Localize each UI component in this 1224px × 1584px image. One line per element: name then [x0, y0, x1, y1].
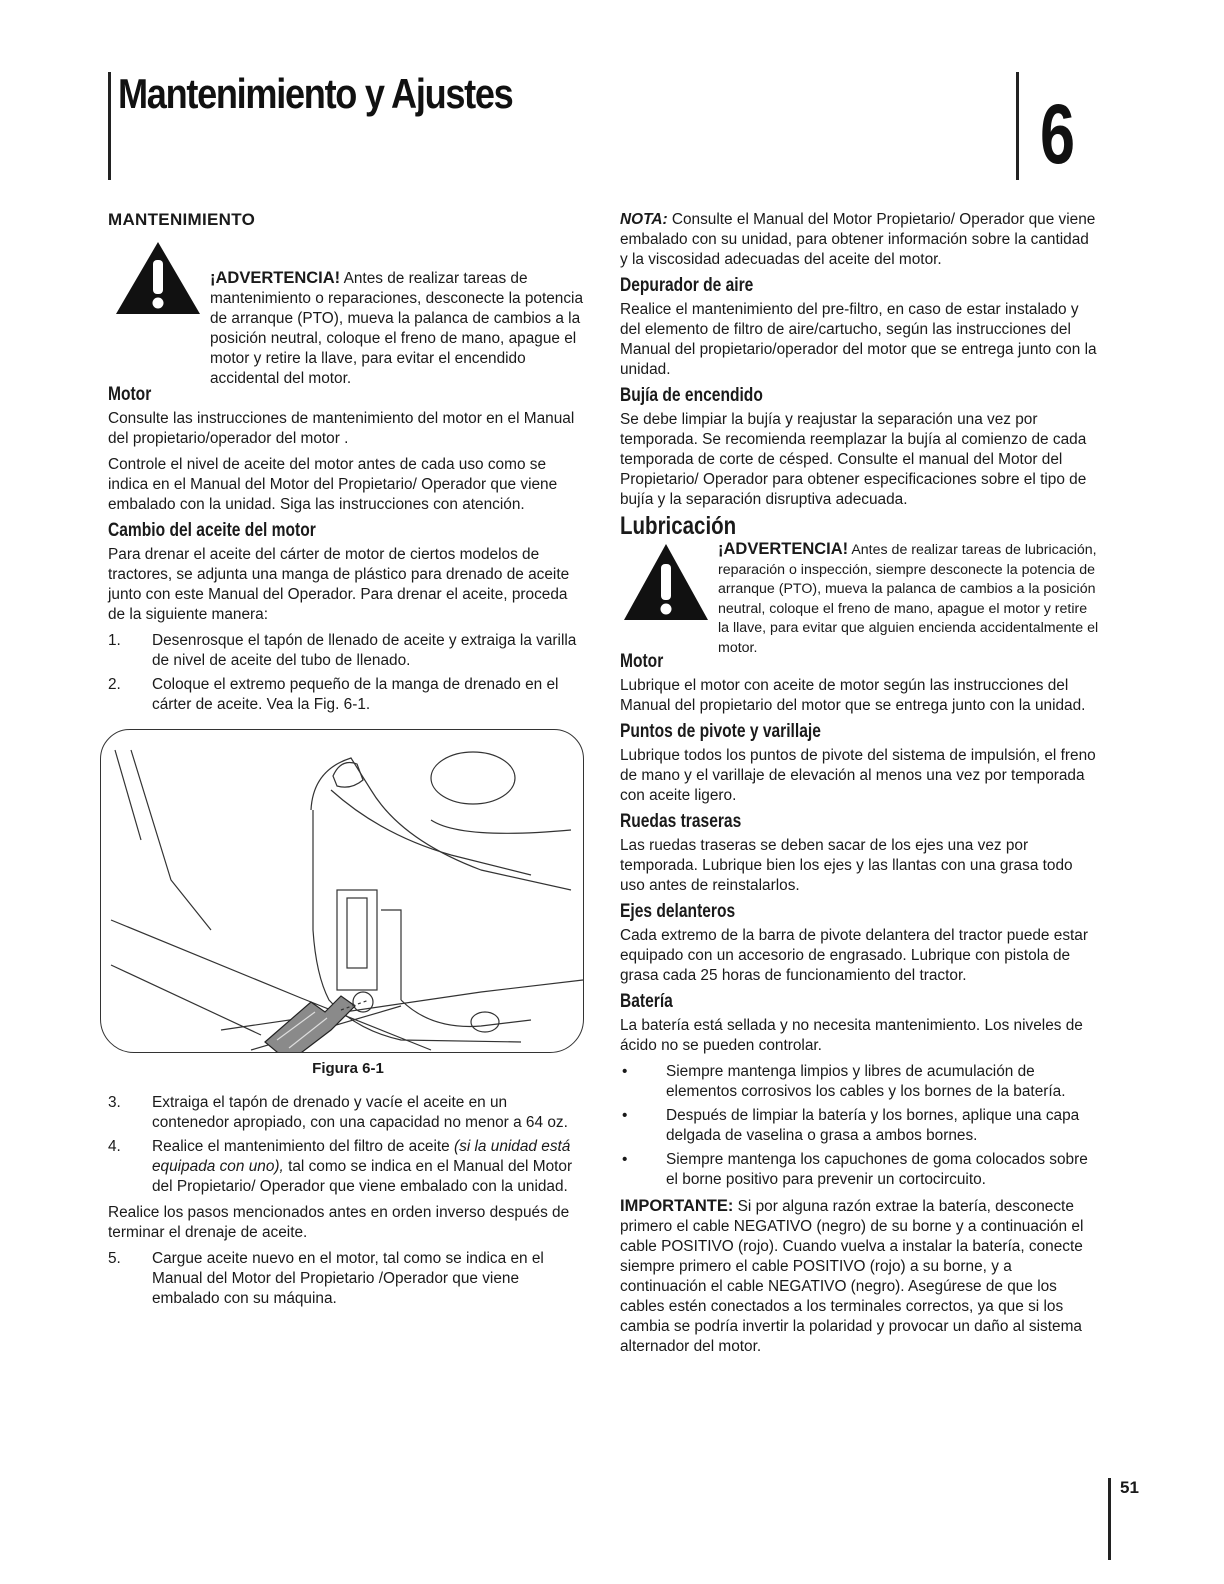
warning-block-lubrication	[620, 540, 1100, 658]
warning-text: ¡ADVERTENCIA! Antes de realizar tareas de lubricación, reparación o inspección, siempre desconecte la potencia de arranque (PTO), mueva la palanca de cambios a la posición neutral, coloque el freno de mano, apague el motor y retire la llave, para evitar que alguien encienda accidentalmente el motor.	[718, 540, 1099, 656]
warning-triangle-icon	[114, 238, 202, 324]
paragraph: Cada extremo de la barra de pivote delantera del tractor puede estar equipado con un accesorio de engrasado. Lubrique con pistola de grasa cada 25 horas de funcionamiento del tractor.	[620, 927, 1088, 984]
paragraph: Se debe limpiar la bujía y reajustar la separación una vez por temporada. Se recomienda reemplazar la bujía al comienzo de cada temporada de corte de césped. Consulte el manual del Motor del Propietario/ Operador para obtener especificaciones sobre el tipo de bujía y la separación disruptiva adecuada.	[620, 411, 1087, 508]
steps-list	[108, 631, 588, 715]
list-item: 3. Extraiga el tapón de drenado y vacíe el aceite en un contenedor apropiado, con una capacidad no menor a 64 oz.	[108, 1094, 568, 1131]
chapter-rule	[1016, 72, 1019, 180]
paragraph: La batería está sellada y no necesita mantenimiento. Los niveles de ácido no se pueden controlar.	[620, 1017, 1083, 1054]
important-label: IMPORTANTE:	[620, 1197, 734, 1215]
list-item: 5. Cargue aceite nuevo en el motor, tal como se indica en el Manual del Motor del Propietario /Operador que viene embalado con su máquina.	[108, 1250, 544, 1307]
heading-front-axles: Ejes delanteros	[620, 901, 736, 922]
battery-bullets	[620, 1062, 1100, 1190]
paragraph: Consulte las instrucciones de mantenimiento del motor en el Manual del propietario/operador del motor .	[108, 410, 575, 447]
heading-spark-plug: Bujía de encendido	[620, 385, 763, 406]
list-item: 4. Realice el mantenimiento del filtro de aceite (si la unidad está equipada con uno), tal como se indica en el Manual del Motor del Propietario/ Operador que viene embalado con la unidad.	[108, 1138, 573, 1195]
page-number: 51	[1120, 1478, 1139, 1497]
heading-battery: Batería	[620, 991, 673, 1012]
paragraph: Para drenar el aceite del cárter de motor de ciertos modelos de tractores, se adjunta una manga de plástico para drenado de aceite junto con este Manual del Operador. Para drenar el aceite, proceda de la siguiente manera:	[108, 546, 570, 623]
figure-oil-drain	[100, 729, 584, 1053]
heading-motor: Motor	[620, 651, 664, 672]
heading-motor: Motor	[108, 384, 152, 405]
note-label: NOTA:	[620, 211, 668, 228]
paragraph: Lubrique todos los puntos de pivote del sistema de impulsión, el freno de mano y el varillaje de elevación al menos una vez por temporada con aceite ligero.	[620, 747, 1096, 804]
warning-text: ¡ADVERTENCIA! Antes de realizar tareas de mantenimiento o reparaciones, desconecte la potencia de arranque (PTO), mueva la palanca de cambios a la posición neutral, coloque el freno de mano, apague el motor y retire la llave, para evitar el encendido accidental del motor.	[210, 269, 584, 387]
list-item: • Siempre mantenga los capuchones de goma colocados sobre el borne positivo para prevenir un cortocircuito.	[622, 1151, 1088, 1188]
warning-block-maintenance	[112, 238, 588, 389]
list-item: 1. Desenrosque el tapón de llenado de aceite y extraiga la varilla de nivel de aceite del tubo de llenado.	[108, 632, 577, 669]
chapter-number: 6	[1040, 87, 1076, 181]
list-item: • Después de limpiar la batería y los bornes, aplique una capa delgada de vaselina o grasa a ambos bornes.	[622, 1107, 1080, 1144]
paragraph: Controle el nivel de aceite del motor antes de cada uso como se indica en el Manual del Motor del Propietario/ Operador que viene embalado con la unidad. Siga las instrucciones con atención.	[108, 456, 558, 513]
steps-list-final	[108, 1249, 588, 1309]
warning-triangle-icon	[622, 540, 710, 630]
engine-drain-illustration	[101, 730, 583, 1052]
list-item: • Siempre mantenga limpios y libres de acumulación de elementos corrosivos los cables y los bornes de la batería.	[622, 1063, 1066, 1100]
steps-list-continued	[108, 1093, 588, 1197]
list-item: 2. Coloque el extremo pequeño de la manga de drenado en el cárter de aceite. Vea la Fig. 6-1.	[108, 676, 559, 713]
heading-rear-wheels: Ruedas traseras	[620, 811, 742, 832]
warning-label: ¡ADVERTENCIA!	[718, 540, 849, 558]
heading-air-cleaner: Depurador de aire	[620, 275, 754, 296]
paragraph: Realice el mantenimiento del pre-filtro, en caso de estar instalado y del elemento de filtro de aire/cartucho, según las instrucciones del Manual del propietario/operador del motor que se entrega junto con la unidad.	[620, 301, 1097, 378]
left-column	[108, 210, 588, 1315]
paragraph: Realice los pasos mencionados antes en orden inverso después de terminar el drenaje de aceite.	[108, 1204, 570, 1241]
paragraph: Lubrique el motor con aceite de motor según las instrucciones del Manual del propietario del motor que se entrega junto con la unidad.	[620, 677, 1086, 714]
section-title-mantenimiento: MANTENIMIENTO	[108, 210, 256, 229]
heading-pivot-points: Puntos de pivote y varillaje	[620, 721, 821, 742]
right-column	[620, 210, 1100, 1363]
page-title: Mantenimiento y Ajustes	[118, 70, 513, 117]
figure-caption: Figura 6-1	[312, 1060, 384, 1077]
page-number-rule	[1108, 1478, 1111, 1560]
warning-label: ¡ADVERTENCIA!	[210, 269, 341, 287]
title-rule	[108, 72, 111, 180]
important-paragraph: IMPORTANTE: Si por alguna razón extrae la batería, desconecte primero el cable NEGATIVO (negro) de su borne y a continuación el cable POSITIVO (rojo). Cuando vuelva a instalar la batería, conecte siempre primero el cable POSITIVO (rojo) a su borne, y a continuación el cable NEGATIVO (negro). Asegúrese de que los cables estén conectados a los terminales correctos, ya que si los cambia se podría invertir la polaridad y provocar un daño al sistema alternador del motor.	[620, 1197, 1084, 1355]
heading-oil-change: Cambio del aceite del motor	[108, 520, 316, 541]
note-paragraph: NOTA: Consulte el Manual del Motor Propietario/ Operador que viene embalado con su unidad, para obtener información sobre la cantidad y la viscosidad adecuadas del aceite del motor.	[620, 211, 1096, 268]
paragraph: Las ruedas traseras se deben sacar de los ejes una vez por temporada. Lubrique bien los ejes y las llantas con una grasa todo uso antes de reinstalarlos.	[620, 837, 1073, 894]
heading-lubrication: Lubricación	[620, 512, 737, 540]
